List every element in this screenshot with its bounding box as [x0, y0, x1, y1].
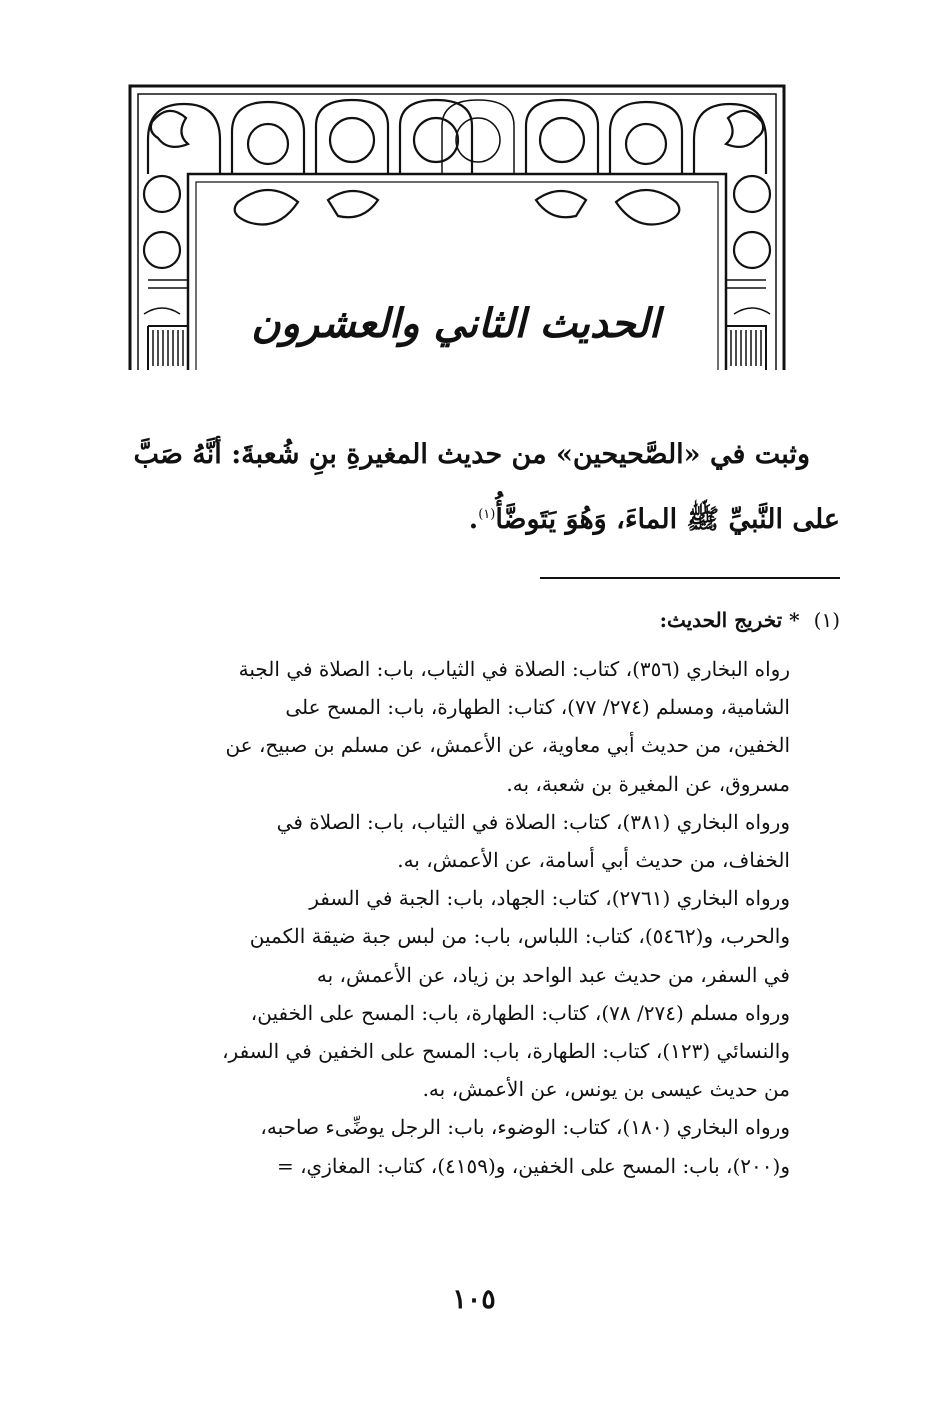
- footnote-reference[interactable]: (١): [478, 507, 496, 522]
- footnote-number: (١): [813, 608, 840, 632]
- hadith-end-mark: .: [468, 504, 479, 535]
- footnote-body: [128, 650, 790, 1185]
- footnote-header: [660, 603, 840, 637]
- hadith-title: الحديث الثاني والعشرون: [251, 300, 660, 347]
- footnote-header-label: * تخريج الحديث:: [659, 608, 800, 632]
- footnote-line: ورواه مسلم (٢٧٤/ ٧٨)، كتاب: الطهارة، باب: المسح على الخفين،: [250, 1000, 790, 1025]
- hadith-text-line: وثبت في «الصَّحيحين» من حديث المغيرةِ بنِ شُعبةَ: أنَّهُ صَبَّ: [133, 439, 810, 470]
- footnote-line: و(٢٠٠)، باب: المسح على الخفين، و(٤١٥٩)، كتاب: المغازي، =: [276, 1153, 790, 1178]
- footnote-line: الشامية، ومسلم (٢٧٤/ ٧٧)، كتاب: الطهارة، باب: المسح على: [285, 695, 790, 720]
- footnote-line: الخفين، من حديث أبي معاوية، عن الأعمش، عن مسلم بن صبيح، عن: [225, 733, 790, 758]
- footnote-separator: [540, 577, 840, 579]
- footnote-line: في السفر، من حديث عبد الواحد بن زياد، عن الأعمش، به: [316, 962, 790, 987]
- footnote-line: من حديث عيسى بن يونس، عن الأعمش، به.: [422, 1077, 790, 1102]
- footnote-line: والنسائي (١٢٣)، كتاب: الطهارة، باب: المسح على الخفين في السفر،: [222, 1039, 790, 1064]
- page-number: ١٠٥: [452, 1284, 496, 1315]
- footnote-line: الخفاف، من حديث أبي أسامة، عن الأعمش، به.: [397, 848, 790, 873]
- footnote-line: مسروق، عن المغيرة بن شعبة، به.: [506, 771, 790, 796]
- footnote-line: والحرب، و(٥٤٦٢)، كتاب: اللباس، باب: من لبس جبة ضيقة الكمين: [249, 924, 790, 949]
- footnote-line: ورواه البخاري (١٨٠)، كتاب: الوضوء، باب: الرجل يوضِّىء صاحبه،: [260, 1115, 790, 1140]
- hadith-text-line-body: على النَّبيِّ ﷺ الماءَ، وَهُوَ يَتَوضَّأُ: [495, 504, 840, 535]
- hadith-text-line: [118, 485, 840, 550]
- footnote-line: ورواه البخاري (٣٨١)، كتاب: الصلاة في الثياب، باب: الصلاة في: [276, 809, 790, 834]
- hadith-text: [118, 425, 840, 550]
- footnote-line: ورواه البخاري (٢٧٦١)، كتاب: الجهاد، باب: الجبة في السفر: [309, 886, 790, 911]
- footnote-line: رواه البخاري (٣٥٦)، كتاب: الصلاة في الثياب، باب: الصلاة في الجبة: [238, 657, 790, 681]
